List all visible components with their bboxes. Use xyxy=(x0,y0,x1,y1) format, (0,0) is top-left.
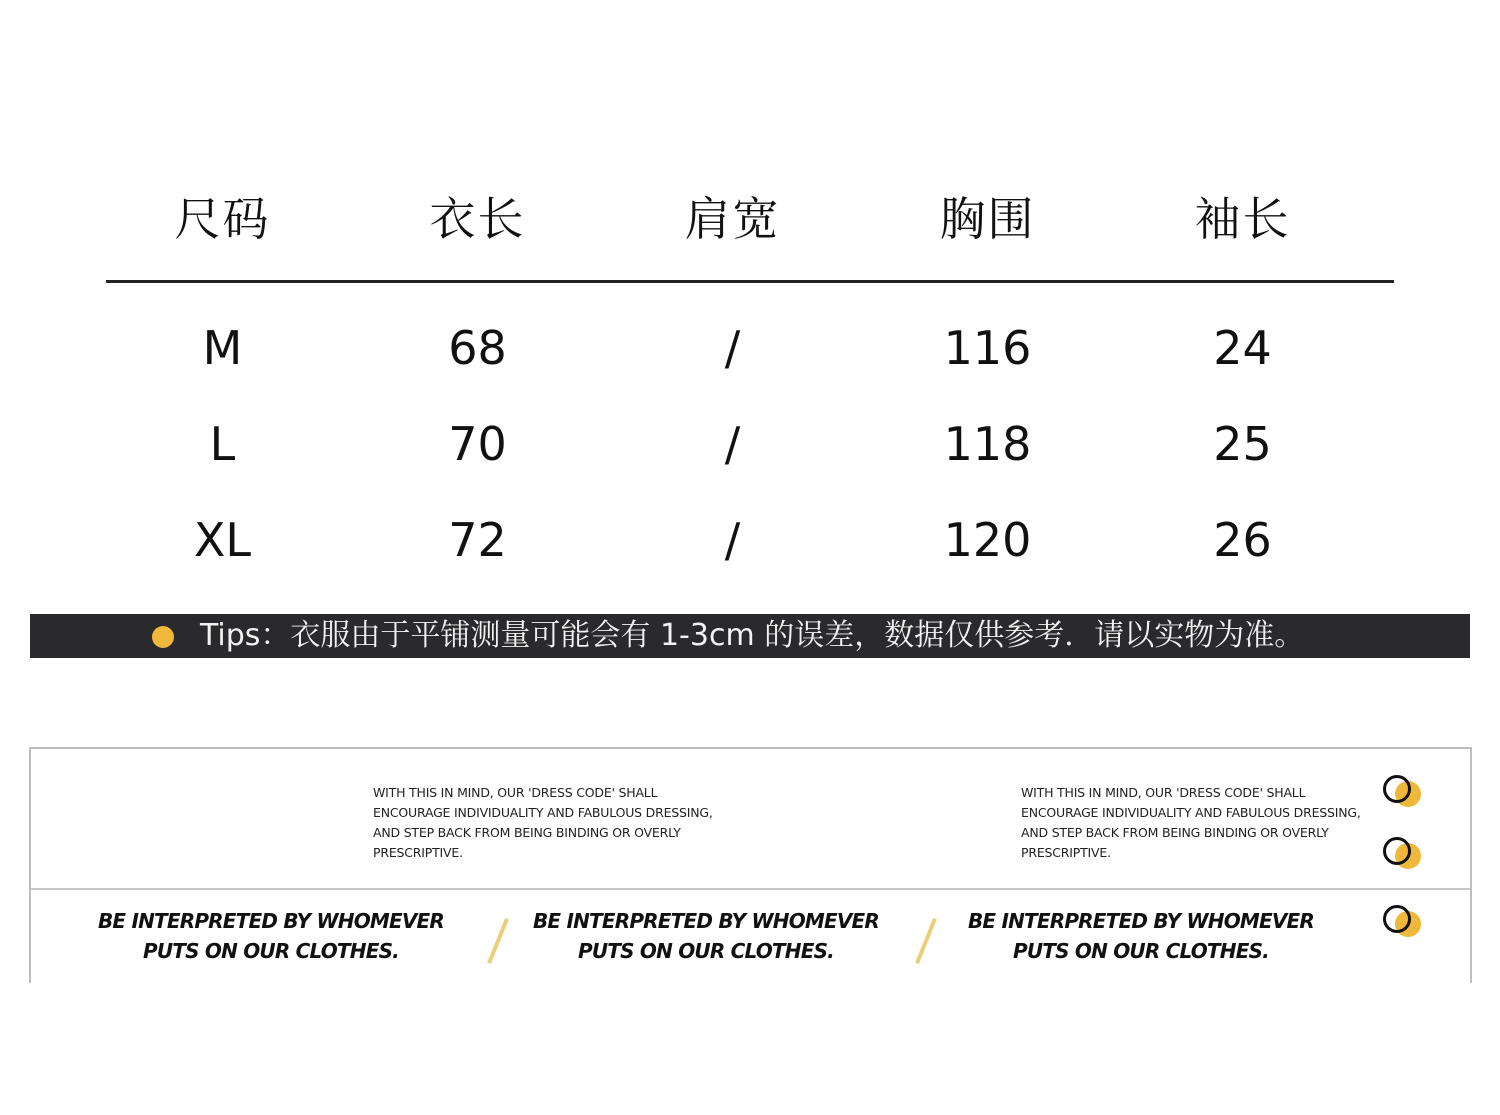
circle-ring-icon xyxy=(1383,775,1413,805)
cell-shoulder: / xyxy=(724,513,741,567)
cell-size: L xyxy=(209,417,236,471)
cell-chest: 116 xyxy=(943,321,1032,375)
slash-divider-icon xyxy=(487,918,509,964)
header-shoulder: 肩宽 xyxy=(684,192,781,246)
header-chest: 胸围 xyxy=(939,192,1036,246)
slogan-text: BE INTERPRETED BY WHOMEVER PUTS ON OUR CLOTHES. xyxy=(97,909,445,963)
tips-text: Tips：衣服由于平铺测量可能会有 1-3cm 的误差，数据仅供参考．请以实物为准。 xyxy=(200,618,1305,653)
dress-code-paragraph: WITH THIS IN MIND, OUR 'DRESS CODE' SHALL ENCOURAGE INDIVIDUALITY AND FABULOUS DRESSING, AND STEP BACK FROM BEING BINDING OR OVERLY PRESCRIPTIVE. xyxy=(1021,785,1361,860)
cell-shoulder: / xyxy=(724,417,741,471)
banner-divider xyxy=(31,888,1470,890)
circle-ring-icon xyxy=(1383,837,1413,867)
slogan-text: BE INTERPRETED BY WHOMEVER PUTS ON OUR CLOTHES. xyxy=(532,909,880,963)
cell-length: 70 xyxy=(448,417,507,471)
cell-length: 72 xyxy=(448,513,507,567)
slogan-text: BE INTERPRETED BY WHOMEVER PUTS ON OUR CLOTHES. xyxy=(967,909,1315,963)
cell-sleeve: 26 xyxy=(1213,513,1272,567)
brand-banner xyxy=(29,747,1472,983)
table-row xyxy=(95,409,1370,479)
cell-size: XL xyxy=(193,513,252,567)
table-row xyxy=(95,313,1370,383)
slash-divider-icon xyxy=(915,918,937,964)
cell-shoulder: / xyxy=(724,321,741,375)
bullet-dot-icon xyxy=(152,626,174,648)
cell-sleeve: 24 xyxy=(1213,321,1272,375)
cell-length: 68 xyxy=(448,321,507,375)
circle-ring-icon xyxy=(1383,905,1413,935)
header-divider xyxy=(106,280,1394,283)
table-row xyxy=(95,505,1370,575)
header-size: 尺码 xyxy=(174,192,271,246)
cell-chest: 118 xyxy=(943,417,1032,471)
header-sleeve: 袖长 xyxy=(1194,192,1291,246)
header-length: 衣长 xyxy=(429,192,526,246)
cell-chest: 120 xyxy=(943,513,1032,567)
table-header xyxy=(95,188,1370,250)
dress-code-paragraph: WITH THIS IN MIND, OUR 'DRESS CODE' SHALL ENCOURAGE INDIVIDUALITY AND FABULOUS DRESSING, AND STEP BACK FROM BEING BINDING OR OVERLY PRESCRIPTIVE. xyxy=(373,785,713,860)
cell-size: M xyxy=(202,321,243,375)
cell-sleeve: 25 xyxy=(1213,417,1272,471)
tips-bar xyxy=(30,614,1470,658)
